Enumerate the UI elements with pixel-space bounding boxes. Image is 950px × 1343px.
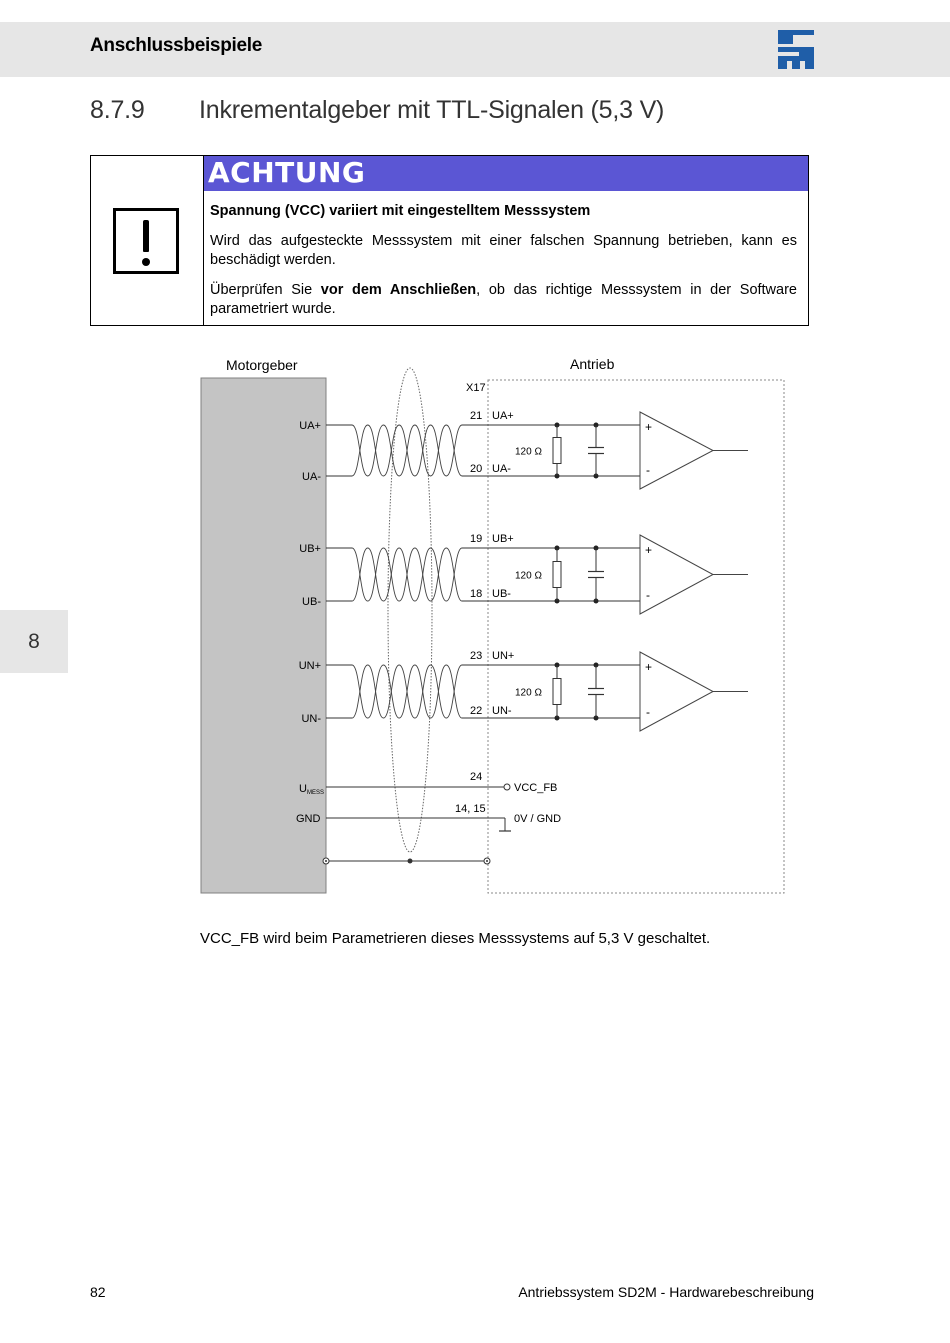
section-title: Inkrementalgeber mit TTL-Signalen (5,3 V) xyxy=(199,96,665,124)
umess-sub: MESS xyxy=(306,790,324,796)
pin-pos: 23 xyxy=(470,650,483,662)
warning-label: ACHTUNG xyxy=(204,156,808,191)
encoder-signal-neg: UA- xyxy=(302,471,321,483)
amp-plus: + xyxy=(645,660,653,674)
caption: VCC_FB wird beim Parametrieren dieses Messsystems auf 5,3 V geschaltet. xyxy=(200,930,711,947)
document-title: Antriebssystem SD2M - Hardwarebeschreibung xyxy=(518,1284,814,1300)
gnd-pin: 14, 15 xyxy=(455,803,486,815)
warning-icon-cell xyxy=(91,156,204,325)
warning-p2-bold: vor dem Anschließen xyxy=(320,282,477,298)
warning-p2-pre: Überprüfen Sie xyxy=(210,282,321,298)
pin-neg: 20 xyxy=(470,463,483,475)
encoder-signal-pos: UA+ xyxy=(299,420,321,432)
exclamation-icon xyxy=(113,208,179,274)
drive-signal-pos: UN+ xyxy=(492,650,515,662)
warning-paragraph-2 xyxy=(210,281,797,319)
amp-plus: + xyxy=(645,543,653,557)
drive-signal-neg: UA- xyxy=(492,463,511,475)
wiring-diagram xyxy=(195,348,795,903)
channel-2 xyxy=(299,533,748,614)
gnd-name: 0V / GND xyxy=(514,813,562,825)
pin-neg: 18 xyxy=(470,588,483,600)
encoder-signal-neg: UN- xyxy=(301,713,321,725)
page-number: 82 xyxy=(90,1284,106,1300)
drive-label: Antrieb xyxy=(570,356,615,372)
drive-signal-pos: UB+ xyxy=(492,533,514,545)
channel-3 xyxy=(299,650,748,731)
company-logo xyxy=(778,30,814,69)
resistor-label: 120 Ω xyxy=(515,687,542,699)
warning-subject: Spannung (VCC) variiert mit eingestelltem Messsystem xyxy=(210,203,591,219)
section-heading xyxy=(90,96,664,125)
channels-group xyxy=(299,410,748,731)
drive-signal-neg: UB- xyxy=(492,588,511,600)
resistor-label: 120 Ω xyxy=(515,446,542,458)
channel-1 xyxy=(299,410,748,489)
amp-minus: - xyxy=(646,588,650,602)
warning-p2-post: , ob das richtige Messsystem in der Software parametriert wurde. xyxy=(210,282,797,317)
encoder-signal-pos: UN+ xyxy=(298,660,321,672)
chapter-title: Anschlussbeispiele xyxy=(90,35,263,56)
cable-shield xyxy=(388,368,432,852)
warning-box xyxy=(90,155,809,326)
resistor-label: 120 Ω xyxy=(515,570,542,582)
vcc-fb-label: VCC_FB xyxy=(514,782,558,794)
warning-body xyxy=(210,202,797,330)
umess-main: U xyxy=(299,783,307,795)
pin-pos: 21 xyxy=(470,410,483,422)
encoder-signal-neg: UB- xyxy=(302,596,321,608)
section-number: 8.7.9 xyxy=(90,96,145,124)
connector-label: X17 xyxy=(466,382,486,394)
encoder-label: Motorgeber xyxy=(226,357,298,373)
warning-paragraph-1: Wird das aufgesteckte Messsystem mit einer falschen Spannung betrieben, kann es beschädigt werden. xyxy=(210,233,797,268)
drive-signal-pos: UA+ xyxy=(492,410,514,422)
drive-signal-neg: UN- xyxy=(492,705,512,717)
pin-neg: 22 xyxy=(470,705,483,717)
gnd-label: GND xyxy=(296,813,321,825)
umess-pin: 24 xyxy=(470,771,483,783)
chapter-tab: 8 xyxy=(0,610,68,673)
encoder-signal-pos: UB+ xyxy=(299,543,321,555)
amp-plus: + xyxy=(645,420,653,434)
amp-minus: - xyxy=(646,463,650,477)
pin-pos: 19 xyxy=(470,533,483,545)
amp-minus: - xyxy=(646,705,650,719)
